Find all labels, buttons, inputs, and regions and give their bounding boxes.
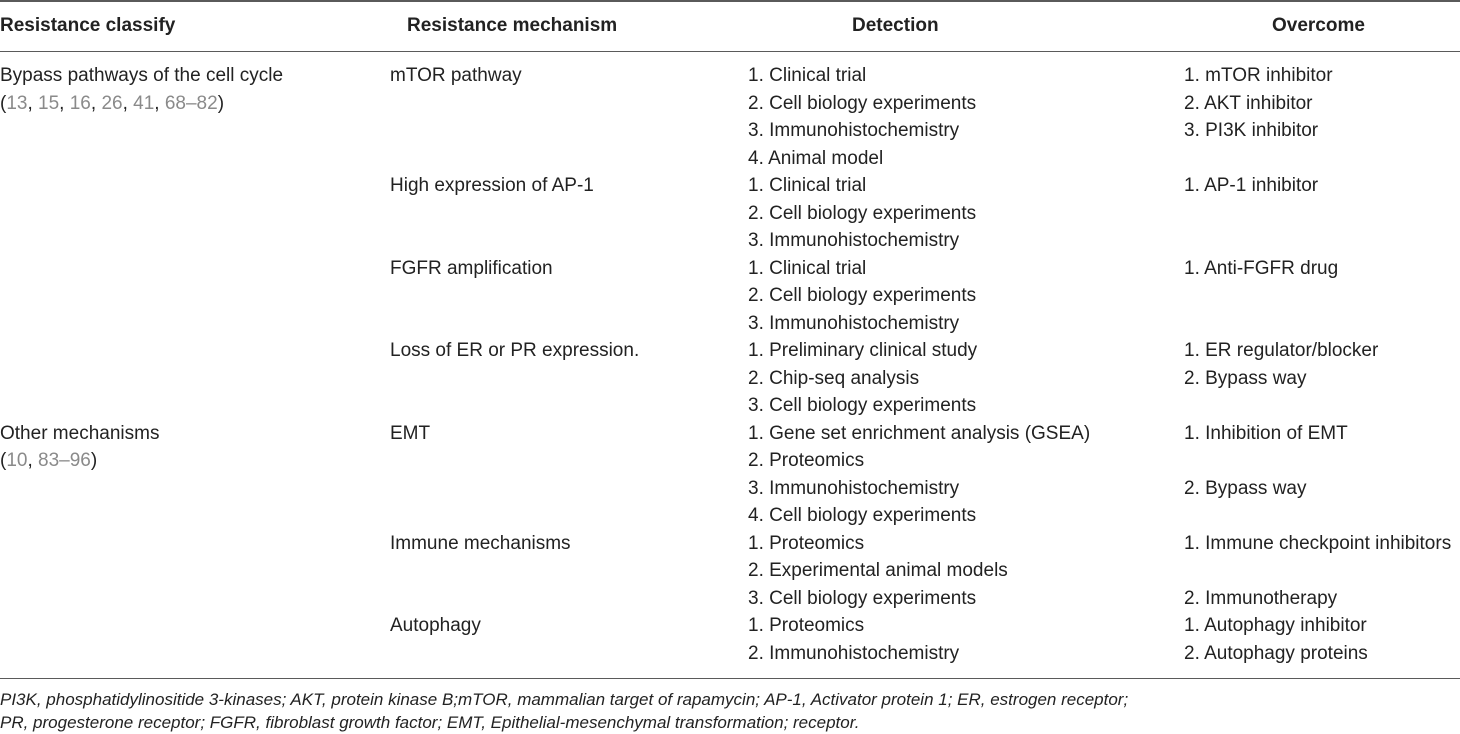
ref-close-paren: ) bbox=[217, 92, 225, 114]
overcome-item: 2. Bypass way bbox=[1184, 367, 1307, 389]
bottom-rule bbox=[0, 678, 1460, 679]
detection-item: 1. Clinical trial bbox=[748, 257, 867, 279]
detection-item: 1. Preliminary clinical study bbox=[748, 340, 978, 361]
reference-link[interactable]: 41 bbox=[133, 92, 155, 114]
overcome-item: 1. mTOR inhibitor bbox=[1184, 65, 1333, 86]
detection-item: 1. Clinical trial bbox=[748, 65, 867, 86]
overcome-item: 1. Autophagy inhibitor bbox=[1184, 615, 1367, 636]
top-rule bbox=[0, 0, 1460, 2]
detection-item: 2. Cell biology experiments bbox=[748, 285, 977, 306]
reference-link[interactable]: 10 bbox=[6, 450, 28, 471]
overcome-item: 1. AP-1 inhibitor bbox=[1184, 175, 1319, 196]
detection-item: 2. Immunohistochemistry bbox=[748, 642, 960, 664]
detection-item: 3. Immunohistochemistry bbox=[748, 477, 960, 499]
detection-item: 1. Proteomics bbox=[748, 615, 865, 636]
detection-item: 3. Cell biology experiments bbox=[748, 395, 977, 416]
overcome-item: 2. Immunotherapy bbox=[1184, 587, 1338, 609]
ref-open-paren: ( bbox=[0, 92, 7, 114]
header-detection: Detection bbox=[852, 15, 939, 36]
mechanism-name: Autophagy bbox=[390, 615, 481, 636]
reference-link[interactable]: 83–96 bbox=[38, 450, 91, 471]
detection-item: 2. Proteomics bbox=[748, 450, 865, 471]
overcome-item: 1. Inhibition of EMT bbox=[1184, 422, 1348, 444]
detection-item: 2. Cell biology experiments bbox=[748, 92, 977, 114]
mechanism-name: EMT bbox=[390, 422, 431, 444]
detection-item: 4. Cell biology experiments bbox=[748, 505, 977, 526]
overcome-item: 1. ER regulator/blocker bbox=[1184, 340, 1379, 361]
class-references: (13, 15, 16, 26, 41, 68–82) bbox=[0, 92, 225, 114]
detection-item: 2. Cell biology experiments bbox=[748, 202, 977, 224]
overcome-item: 2. AKT inhibitor bbox=[1184, 92, 1313, 114]
header-rule bbox=[0, 51, 1460, 52]
reference-link[interactable]: 13 bbox=[6, 92, 28, 114]
footnote-line-2: PR, progesterone receptor; FGFR, fibroblast growth factor; EMT, Epithelial-mesenchymal transformation; receptor. bbox=[0, 713, 860, 732]
mechanism-name: Immune mechanisms bbox=[390, 532, 571, 554]
header-overcome: Overcome bbox=[1272, 15, 1365, 36]
mechanism-name: mTOR pathway bbox=[390, 65, 522, 86]
detection-item: 2. Chip-seq analysis bbox=[748, 367, 920, 389]
overcome-item: 3. PI3K inhibitor bbox=[1184, 120, 1319, 141]
detection-item: 1. Gene set enrichment analysis (GSEA) bbox=[748, 422, 1091, 444]
mechanism-name: FGFR amplification bbox=[390, 257, 553, 279]
ref-close-paren: ) bbox=[90, 450, 98, 471]
detection-item: 4. Animal model bbox=[748, 147, 884, 169]
header-mechanism: Resistance mechanism bbox=[407, 15, 618, 36]
reference-link[interactable]: 15 bbox=[38, 92, 60, 114]
overcome-item: 2. Bypass way bbox=[1184, 477, 1307, 499]
header-classify: Resistance classify bbox=[0, 15, 176, 36]
footnote-line-1: PI3K, phosphatidylinositide 3-kinases; AKT, protein kinase B;mTOR, mammalian target of rapamycin; AP-1, Activator protein 1; ER, estrogen receptor; bbox=[0, 690, 1129, 709]
mechanism-name: High expression of AP-1 bbox=[390, 175, 594, 196]
detection-item: 1. Clinical trial bbox=[748, 175, 867, 196]
ref-open-paren: ( bbox=[0, 450, 7, 471]
overcome-item: 1. Anti-FGFR drug bbox=[1184, 257, 1339, 279]
reference-link[interactable]: 26 bbox=[101, 92, 123, 114]
detection-item: 1. Proteomics bbox=[748, 532, 865, 554]
class-label: Bypass pathways of the cell cycle bbox=[0, 65, 284, 86]
reference-link[interactable]: 16 bbox=[69, 92, 91, 114]
detection-item: 3. Immunohistochemistry bbox=[748, 230, 960, 251]
detection-item: 3. Immunohistochemistry bbox=[748, 312, 960, 334]
overcome-item: 2. Autophagy proteins bbox=[1184, 642, 1368, 664]
class-references: (10, 83–96) bbox=[0, 450, 98, 471]
detection-item: 2. Experimental animal models bbox=[748, 560, 1008, 581]
detection-item: 3. Cell biology experiments bbox=[748, 587, 977, 609]
overcome-item: 1. Immune checkpoint inhibitors bbox=[1184, 532, 1452, 554]
detection-item: 3. Immunohistochemistry bbox=[748, 120, 960, 141]
class-label: Other mechanisms bbox=[0, 422, 160, 444]
reference-link[interactable]: 68–82 bbox=[164, 92, 218, 114]
mechanism-name: Loss of ER or PR expression. bbox=[390, 340, 640, 361]
